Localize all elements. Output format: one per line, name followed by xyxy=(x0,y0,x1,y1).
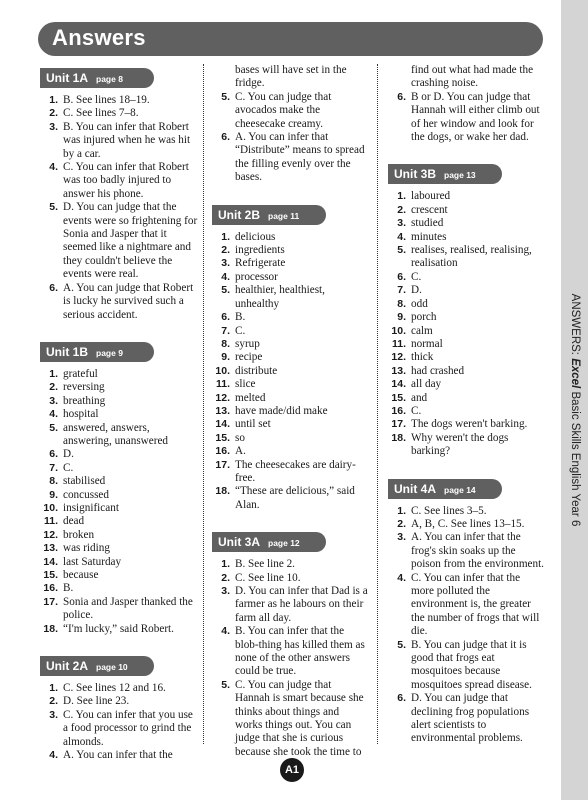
answer-item xyxy=(40,201,198,281)
answer-text: C. See lines 12 and 16. xyxy=(63,682,166,695)
answer-item xyxy=(212,459,368,486)
unit-page: page 13 xyxy=(444,170,476,181)
answer-item xyxy=(388,271,544,284)
answer-item xyxy=(212,365,368,378)
unit-label: Unit 1A xyxy=(46,71,88,85)
answer-text: D. You can judge that the events were so frightening for Sonia and Jasper that it seemed like a nightmare and they couldn't believe the events were real. xyxy=(63,201,198,281)
answer-text: until set xyxy=(235,418,271,431)
answer-number: 11. xyxy=(215,378,230,391)
unit-label: Unit 2B xyxy=(218,207,260,222)
answer-text: studied xyxy=(411,217,444,230)
answer-number: 13. xyxy=(391,364,406,377)
answer-item xyxy=(388,432,544,459)
answer-number: 1. xyxy=(49,682,58,695)
unit-label: Unit 4A xyxy=(394,481,436,496)
answer-text: C. You can judge that avocados make the cheesecake creamy. xyxy=(235,90,332,130)
answer-number: 11. xyxy=(43,515,58,528)
answer-number: 4. xyxy=(397,571,406,584)
answer-item xyxy=(40,462,198,475)
answer-text: “These are delicious,” said Alan. xyxy=(235,485,355,511)
answer-number: 5. xyxy=(397,244,406,257)
answer-item xyxy=(40,422,198,449)
answer-number: 1. xyxy=(397,504,406,517)
answer-number xyxy=(388,64,411,91)
answer-number: 1. xyxy=(221,230,230,243)
answer-number: 10. xyxy=(215,364,230,377)
answer-number: 12. xyxy=(391,351,406,364)
answer-item xyxy=(40,448,198,461)
answer-number: 5. xyxy=(221,678,230,691)
answer-item xyxy=(388,217,544,230)
answer-number: 2. xyxy=(49,381,58,394)
answer-number: 1. xyxy=(49,94,58,106)
answer-number: 10. xyxy=(391,324,406,337)
answer-text: laboured xyxy=(411,190,451,203)
answer-item xyxy=(388,351,544,364)
answer-number: 6. xyxy=(221,131,230,144)
answer-number: 6. xyxy=(397,692,406,705)
answer-number: 4. xyxy=(49,749,58,762)
answer-number: 4. xyxy=(221,625,230,638)
answer-text: C. You can judge that Hannah is smart because she thinks about things and works things out. You can judge that she is curious because she took the time to xyxy=(235,678,364,758)
answer-item xyxy=(40,749,198,762)
answer-text: Sonia and Jasper thanked the police. xyxy=(63,595,193,622)
answer-item xyxy=(40,475,198,488)
answer-text: find out what had made the crashing noise. xyxy=(411,64,534,90)
side-label-brand: Excel xyxy=(569,358,581,389)
answer-item xyxy=(212,445,368,458)
answer-item xyxy=(388,298,544,311)
answer-section xyxy=(40,338,198,636)
answer-number: 16. xyxy=(391,404,406,417)
answer-text: B. See line 2. xyxy=(235,558,295,571)
unit-label: Unit 3B xyxy=(394,167,436,182)
answer-item xyxy=(388,505,544,518)
answer-number: 14. xyxy=(215,418,230,431)
answer-item xyxy=(212,378,368,391)
answers-column-3 xyxy=(388,64,544,762)
answer-item xyxy=(40,556,198,569)
page-title: Answers xyxy=(52,25,146,50)
answer-number: 7. xyxy=(221,324,230,337)
answer-text: A. xyxy=(235,445,246,458)
answer-text: and xyxy=(411,391,428,404)
answer-number: 16. xyxy=(215,445,230,458)
answer-item xyxy=(40,596,198,623)
answer-number: 2. xyxy=(221,571,230,584)
answer-number: 17. xyxy=(215,458,230,471)
answer-item xyxy=(40,107,198,120)
answer-item xyxy=(212,244,368,257)
unit-heading xyxy=(40,68,154,88)
answer-item xyxy=(388,325,544,338)
answer-item xyxy=(212,257,368,270)
answer-item xyxy=(212,432,368,445)
answer-text: C. See line 10. xyxy=(235,571,301,584)
answer-number: 1. xyxy=(221,558,230,571)
answer-item xyxy=(212,392,368,405)
answer-text: normal xyxy=(411,337,443,350)
answer-number: 2. xyxy=(397,517,406,530)
answer-number: 3. xyxy=(397,531,406,544)
answer-number: 3. xyxy=(221,585,230,597)
answer-text: B. You can infer that Robert was injured when he was hit by a car. xyxy=(63,120,191,160)
answer-item xyxy=(388,692,544,746)
answer-text: A. You can infer that the xyxy=(63,749,173,762)
answer-item xyxy=(40,408,198,421)
answer-text: realises, realised, realising, realisation xyxy=(411,244,532,270)
answer-number: 15. xyxy=(215,431,230,444)
answer-number: 3. xyxy=(49,394,58,407)
answer-text: syrup xyxy=(235,337,260,350)
answer-text: distribute xyxy=(235,364,278,377)
answer-item xyxy=(212,325,368,338)
answer-item xyxy=(388,531,544,571)
answer-text: C. xyxy=(235,324,246,337)
answer-section xyxy=(40,64,198,322)
answer-text: B. You can judge that it is good that frogs eat mosquitoes because mosquitoes spread disease. xyxy=(411,638,532,691)
answer-item xyxy=(40,94,198,107)
answer-item xyxy=(212,231,368,244)
answer-number: 5. xyxy=(49,201,58,214)
answer-section xyxy=(388,475,544,746)
unit-page: page 14 xyxy=(444,484,476,495)
answer-item xyxy=(212,572,368,585)
answer-number: 5. xyxy=(221,90,230,103)
answer-text: reversing xyxy=(63,381,105,394)
answer-item xyxy=(40,695,198,708)
answer-number: 14. xyxy=(43,555,58,568)
answer-item xyxy=(40,682,198,695)
answer-number: 17. xyxy=(391,418,406,431)
answer-number: 13. xyxy=(43,542,58,555)
unit-label: Unit 3A xyxy=(218,535,260,550)
answer-text: B. See lines 18–19. xyxy=(63,94,150,106)
answer-number: 12. xyxy=(43,528,58,541)
answer-number: 5. xyxy=(221,284,230,297)
column-divider xyxy=(377,64,378,744)
answer-text: was riding xyxy=(63,542,110,555)
answer-item xyxy=(388,392,544,405)
answer-text: dead xyxy=(63,515,85,528)
answer-text: D. xyxy=(63,448,74,461)
answer-text: hospital xyxy=(63,408,99,421)
answer-item xyxy=(388,244,544,271)
answer-item xyxy=(388,405,544,418)
answer-number: 7. xyxy=(397,284,406,297)
unit-heading xyxy=(212,205,326,225)
answer-text: insignificant xyxy=(63,501,119,514)
answer-item xyxy=(388,64,544,91)
answer-number: 3. xyxy=(221,257,230,270)
answer-item xyxy=(212,585,368,625)
answer-item xyxy=(212,485,368,512)
answer-text: calm xyxy=(411,324,433,337)
answer-text: processor xyxy=(235,270,278,283)
answer-item xyxy=(40,623,198,636)
answer-item xyxy=(388,518,544,531)
answer-text: melted xyxy=(235,391,266,404)
answer-item xyxy=(40,542,198,555)
answer-text: “I'm lucky,” said Robert. xyxy=(63,622,174,635)
answer-item xyxy=(388,338,544,351)
answer-text: B. You can infer that the blob-thing has killed them as none of the other answers could be true. xyxy=(235,625,365,678)
answer-text: bases will have set in the fridge. xyxy=(235,64,347,90)
answer-item xyxy=(388,572,544,639)
answer-item xyxy=(40,368,198,381)
unit-heading xyxy=(40,656,154,676)
answer-number: 18. xyxy=(43,622,58,635)
answer-number: 3. xyxy=(49,120,58,133)
answer-text: C. You can infer that the more polluted the environment is, the greater the number of frogs that will die. xyxy=(411,571,540,638)
answer-section xyxy=(40,652,198,762)
answer-text: C. You can infer that you use a food processor to grind the almonds. xyxy=(63,708,193,748)
answer-number xyxy=(212,64,235,91)
answer-text: so xyxy=(235,431,245,444)
answer-text: odd xyxy=(411,297,428,310)
answer-text: C. See lines 3–5. xyxy=(411,504,487,517)
answer-number: 4. xyxy=(49,161,58,174)
answer-item xyxy=(40,569,198,582)
answer-item xyxy=(212,625,368,679)
answer-item xyxy=(212,418,368,431)
answer-text: C. You can infer that Robert was too badly injured to answer his phone. xyxy=(63,161,189,200)
answer-text: B. xyxy=(63,582,74,595)
unit-page: page 9 xyxy=(96,347,123,358)
answer-text: delicious xyxy=(235,230,276,243)
answer-item xyxy=(388,231,544,244)
answer-item xyxy=(212,91,368,131)
answer-item xyxy=(40,381,198,394)
answer-item xyxy=(388,204,544,217)
answer-item xyxy=(212,679,368,759)
answer-item xyxy=(40,502,198,515)
answer-item xyxy=(388,284,544,297)
answer-item xyxy=(388,378,544,391)
unit-label: Unit 2A xyxy=(46,659,88,674)
unit-heading xyxy=(40,342,154,362)
answer-text: stabilised xyxy=(63,475,106,488)
answer-text: Why weren't the dogs barking? xyxy=(411,431,509,458)
answer-item xyxy=(388,91,544,145)
answer-item xyxy=(40,282,198,322)
answer-text: slice xyxy=(235,378,256,391)
answer-text: crescent xyxy=(411,203,448,216)
answer-text: had crashed xyxy=(411,364,465,377)
unit-page: page 10 xyxy=(96,662,128,673)
answer-text: all day xyxy=(411,378,442,391)
answer-item xyxy=(212,338,368,351)
answer-item xyxy=(212,271,368,284)
unit-label: Unit 1B xyxy=(46,344,88,359)
answer-text: last Saturday xyxy=(63,555,122,568)
answer-text: A. You can infer that the frog's skin soaks up the poison from the environment. xyxy=(411,531,544,571)
side-label-prefix: ANSWERS: xyxy=(569,293,581,359)
answer-text: minutes xyxy=(411,230,447,243)
answer-text: have made/did make xyxy=(235,404,328,417)
answer-item xyxy=(212,284,368,311)
answer-item xyxy=(212,405,368,418)
answer-number: 4. xyxy=(397,230,406,243)
page-number: A1 xyxy=(280,758,304,782)
answer-item xyxy=(212,558,368,571)
answer-item xyxy=(40,489,198,502)
answer-number: 6. xyxy=(397,270,406,283)
answer-text: because xyxy=(63,569,99,581)
answer-number: 14. xyxy=(391,378,406,391)
answer-text: C. See lines 7–8. xyxy=(63,107,139,120)
answer-text: A, B, C. See lines 13–15. xyxy=(411,517,525,530)
answer-text: broken xyxy=(63,528,95,541)
answers-column-2 xyxy=(212,64,368,775)
answer-text: concussed xyxy=(63,488,109,501)
column-divider xyxy=(203,64,204,744)
answer-number: 2. xyxy=(397,203,406,216)
answer-number: 5. xyxy=(397,638,406,651)
answer-item xyxy=(212,131,368,185)
answer-section xyxy=(388,64,544,144)
answer-text: thick xyxy=(411,351,434,364)
answer-text: A. You can infer that “Distribute” means to spread the filling evenly over the bases. xyxy=(235,131,365,184)
unit-page: page 12 xyxy=(268,538,300,549)
answer-item xyxy=(388,365,544,378)
answer-text: The dogs weren't barking. xyxy=(411,418,528,431)
answer-number: 13. xyxy=(215,404,230,417)
answer-number: 1. xyxy=(49,367,58,380)
answer-text: D. xyxy=(411,284,422,297)
answer-text: grateful xyxy=(63,367,98,380)
answer-number: 8. xyxy=(221,337,230,350)
answer-text: The cheesecakes are dairy-free. xyxy=(235,458,356,484)
answer-item xyxy=(40,395,198,408)
answer-text: healthier, healthiest, unhealthy xyxy=(235,284,325,310)
answer-item xyxy=(40,515,198,528)
answer-item xyxy=(212,64,368,91)
answer-section xyxy=(212,64,368,185)
answer-number: 18. xyxy=(391,431,406,444)
answer-text: answered, answers, answering, unanswered xyxy=(63,421,169,447)
answer-text: breathing xyxy=(63,394,106,407)
answer-text: D. You can judge that declining frog populations alert scientists to environmental problems. xyxy=(411,692,530,745)
answer-text: C. xyxy=(411,404,422,417)
answer-number: 2. xyxy=(49,695,58,708)
answer-number: 9. xyxy=(221,351,230,364)
answer-text: C. xyxy=(63,461,74,474)
answer-number: 7. xyxy=(49,461,58,474)
title-banner xyxy=(38,22,543,56)
answer-number: 3. xyxy=(49,708,58,721)
answer-number: 15. xyxy=(391,391,406,404)
answer-number: 6. xyxy=(397,90,406,103)
answer-item xyxy=(388,418,544,431)
answer-text: Refrigerate xyxy=(235,257,286,270)
answer-number: 12. xyxy=(215,391,230,404)
answers-column-1 xyxy=(40,64,198,778)
answer-text: porch xyxy=(411,311,437,324)
answer-item xyxy=(388,311,544,324)
answer-text: C. xyxy=(411,270,422,283)
side-label xyxy=(569,294,581,527)
answer-number: 15. xyxy=(43,569,58,581)
answer-number: 4. xyxy=(49,408,58,421)
answer-number: 8. xyxy=(397,297,406,310)
answer-item xyxy=(212,311,368,324)
answer-number: 11. xyxy=(391,337,406,350)
answer-number: 6. xyxy=(49,281,58,294)
answer-text: B or D. You can judge that Hannah will either climb out of her window and look for the dogs, or wake her dad. xyxy=(411,90,540,144)
answer-item xyxy=(40,161,198,201)
answer-item xyxy=(40,582,198,595)
unit-heading xyxy=(212,532,326,552)
answer-number: 1. xyxy=(397,190,406,203)
answer-number: 18. xyxy=(215,485,230,498)
answer-text: D. You can infer that Dad is a farmer as he labours on their farm all day. xyxy=(235,585,368,624)
answer-section xyxy=(388,160,544,458)
answer-text: D. See line 23. xyxy=(63,695,130,708)
answer-number: 4. xyxy=(221,270,230,283)
answer-number: 9. xyxy=(397,311,406,324)
unit-page: page 8 xyxy=(96,74,123,84)
answer-item xyxy=(40,529,198,542)
answer-number: 17. xyxy=(43,595,58,608)
answer-section xyxy=(212,528,368,759)
answer-item xyxy=(388,190,544,203)
answer-number: 10. xyxy=(43,501,58,514)
side-label-suffix: Basic Skills English Year 6 xyxy=(569,388,581,527)
answer-number: 2. xyxy=(49,107,58,120)
answer-text: A. You can judge that Robert is lucky he survived such a serious accident. xyxy=(63,281,194,321)
answer-number: 5. xyxy=(49,421,58,434)
answer-number: 9. xyxy=(49,488,58,501)
answer-number: 6. xyxy=(221,311,230,324)
answer-number: 2. xyxy=(221,244,230,257)
answer-number: 3. xyxy=(397,217,406,230)
answer-item xyxy=(212,351,368,364)
answer-text: B. xyxy=(235,311,246,324)
answer-number: 8. xyxy=(49,475,58,488)
answer-number: 6. xyxy=(49,448,58,461)
answer-number: 16. xyxy=(43,582,58,595)
answer-text: ingredients xyxy=(235,244,285,257)
unit-heading xyxy=(388,164,502,184)
answer-section xyxy=(212,201,368,513)
answer-item xyxy=(40,121,198,161)
answer-item xyxy=(40,709,198,749)
answer-text: recipe xyxy=(235,351,263,364)
unit-page: page 11 xyxy=(268,210,300,221)
unit-heading xyxy=(388,479,502,499)
answer-item xyxy=(388,639,544,693)
